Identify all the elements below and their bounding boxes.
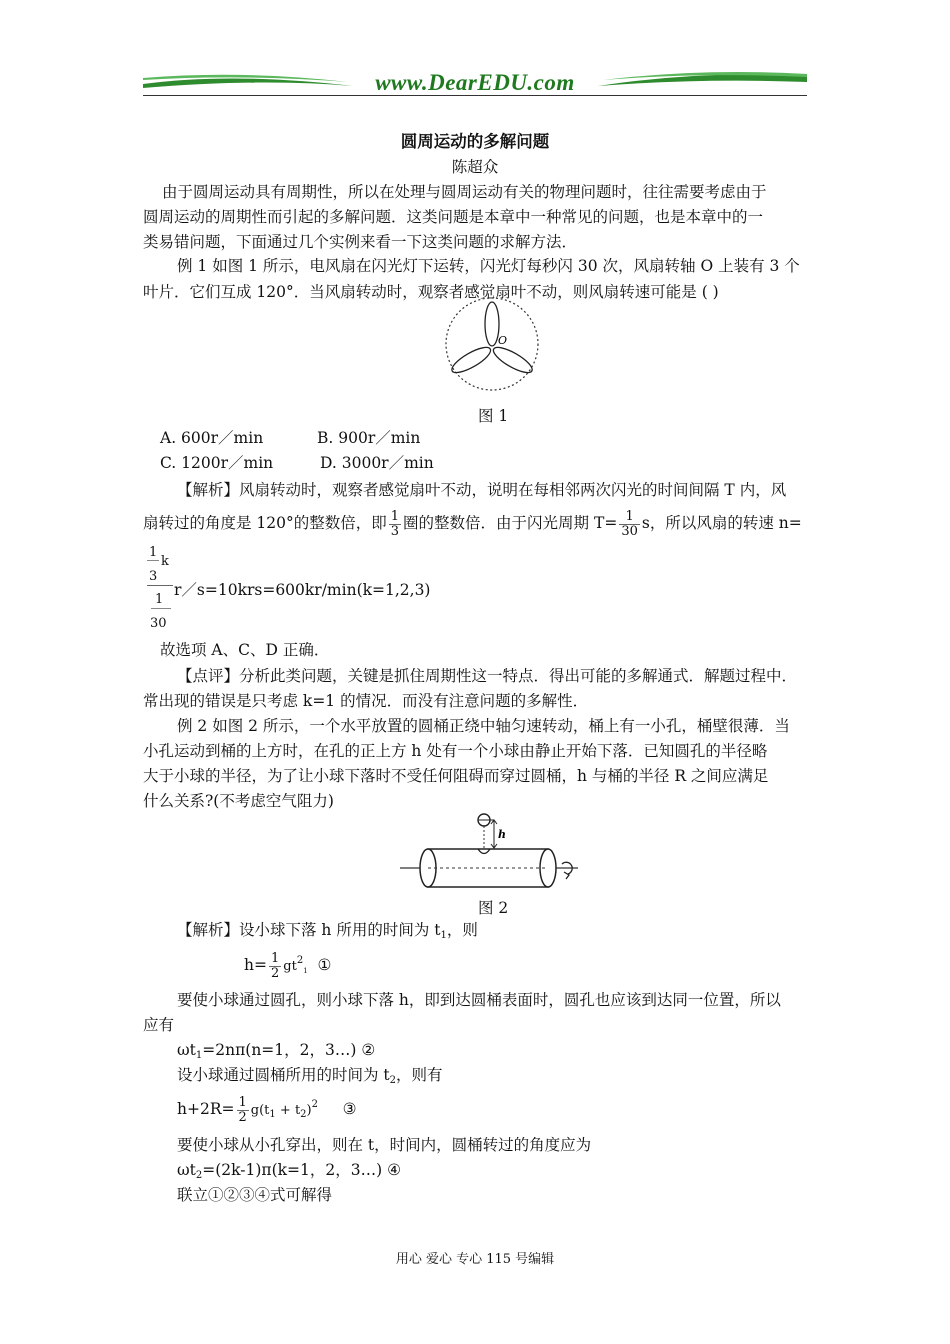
example1-analysis-line-2: 扇转过的角度是 120°的整数倍，即 $\frac{1}{3}$ 圈的整数倍．由于闪光周期 T= $\frac{1}{30}$ s，所以风扇的转速 n=: [143, 508, 802, 539]
example2-line-2: 小孔运动到桶的上方时，在孔的正上方 h 处有一个小球由静止开始下落．已知圆孔的半径略: [143, 742, 768, 760]
header-rule: [143, 95, 807, 96]
example2-para-line-1: 要使小球通过圆孔，则小球下落 h，即到达圆桶表面时，圆孔也应该到达同一位置，所以: [177, 991, 781, 1009]
equation-2: $\omega t_1=2n\pi(n=1$，2，3…) ②: [177, 1041, 376, 1061]
example2-final: 联立①②③④式可解得: [177, 1186, 333, 1204]
example1-line-1: 例 1 如图 1 所示，电风扇在闪光灯下运转，闪光灯每秒闪 30 次，风扇转轴 O 上装有 3 个: [177, 257, 800, 275]
example1-comment-line-2: 常出现的错误是只考虑 k=1 的情况．而没有注意问题的多解性．: [143, 692, 589, 710]
page-footer: 用心 爱心 专心 115 号编辑: [395, 1252, 555, 1267]
example1-analysis-line-1: 【解析】风扇转动时，观察者感觉扇叶不动，说明在每相邻两次闪光的时间间隔 T 内，风: [177, 481, 787, 499]
intro-line-1: 由于圆周运动具有周期性，所以在处理与圆周运动有关的物理问题时，往往需要考虑由于: [162, 183, 767, 201]
page-title: 圆周运动的多解问题: [400, 132, 550, 151]
fan-figure: [440, 296, 544, 396]
fraction-one-third: $\frac{1}{3}$: [390, 508, 400, 539]
fraction-one-thirtieth: $\frac{1}{30}$: [621, 508, 638, 539]
axis-label-o: O: [498, 334, 508, 347]
option-c: C. 1200r／min: [160, 454, 274, 472]
figure2-caption: 图 2: [478, 899, 509, 917]
example2-line-4: 什么关系?(不考虑空气阻力): [143, 792, 334, 810]
speed-formula-tail: r／s=10krs=600kr/min(k=1,2,3): [174, 581, 431, 599]
example2-line-1: 例 2 如图 2 所示，一个水平放置的圆桶正绕中轴匀速转动，桶上有一小孔，桶壁很薄．当: [177, 717, 790, 735]
intro-line-3: 类易错问题，下面通过几个实例来看一下这类问题的求解方法．: [143, 233, 578, 251]
height-label-h: h: [498, 828, 506, 841]
author: 陈超众: [451, 158, 499, 176]
option-a: A. 600r／min: [160, 429, 264, 447]
example1-comment-line-1: 【点评】分析此类问题，关键是抓住周期性这一特点．得出可能的多解通式．解题过程中．: [177, 667, 798, 685]
option-d: D. 3000r／min: [320, 454, 434, 472]
example2-line-3: 大于小球的半径，为了让小球下落时不受任何阻碍而穿过圆桶，h 与桶的半径 R 之间应满足: [143, 767, 769, 785]
example2-para-line-2: 应有: [143, 1016, 175, 1034]
example2-text-4: 要使小球从小孔穿出，则在 t，时间内，圆桶转过的角度应为: [177, 1136, 592, 1154]
example1-line-2: 叶片．它们互成 120°．当风扇转动时，观察者感觉扇叶不动，则风扇转速可能是 ( ): [143, 283, 719, 301]
equation-1: h= $\frac{1}{2}$ $gt^2_1$ ①: [244, 950, 332, 981]
example2-analysis: 【解析】设小球下落 h 所用的时间为 $t_1$，则: [177, 921, 478, 941]
example2-text-3: 设小球通过圆桶所用的时间为 $t_2$，则有: [177, 1066, 443, 1086]
site-logo: www.DearEDU.com: [375, 70, 575, 95]
intro-line-2: 圆周运动的周期性而引起的多解问题．这类问题是本章中一种常见的问题，也是本章中的一: [143, 208, 764, 226]
figure1-caption: 图 1: [478, 407, 509, 425]
example1-conclusion: 故选项 A、C、D 正确．: [160, 641, 330, 659]
cylinder-figure: [398, 808, 588, 894]
equation-3: h+2R= $\frac{1}{2}$ $g(t_1 + t_2)^2$ ③: [177, 1094, 357, 1125]
equation-4: $\omega t_2=(2k-1)\pi(k=1$，2，3…) ④: [177, 1161, 401, 1181]
option-b: B. 900r／min: [317, 429, 421, 447]
